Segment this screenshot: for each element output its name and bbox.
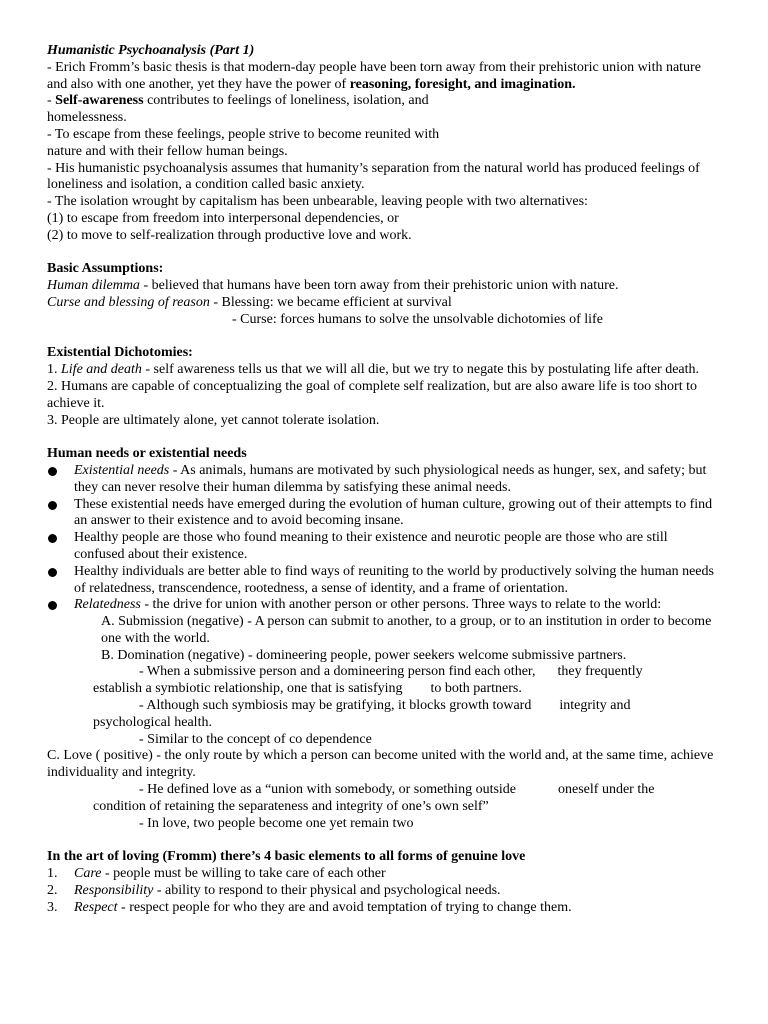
section-heading-human-needs: Human needs or existential needs [47, 446, 247, 462]
needs-bullet-list [47, 463, 718, 614]
bullet-icon [48, 534, 57, 543]
relatedness-submission: A. Submission (negative) - A person can submit to another, to a group, or to an institution in order to become one with the world. [101, 614, 712, 646]
love-elements-list [47, 866, 718, 916]
intro-paragraph-5: - The isolation wrought by capitalism has been unbearable, leaving people with two alternatives: [47, 194, 588, 210]
love-note-1: - He defined love as a “union with somebody, or something outside oneself under the condition of retaining the separateness and integrity of one’s own self” [93, 782, 655, 814]
dichotomy-item-1: 1. Life and death - self awareness tells us that we will all die, but we try to negate this by postulating life after death. [47, 362, 700, 378]
bullet-icon [48, 601, 57, 610]
basic-line-1: Human dilemma - believed that humans have been torn away from their prehistoric union with nature. [47, 278, 619, 294]
intro-alternative-2: (2) to move to self-realization through productive love and work. [47, 227, 412, 243]
list-item: Existential needs - As animals, humans are motivated by such physiological needs as hunger, sex, and safety; but they can never resolve their human dilemma by satisfying these animal needs. [47, 463, 718, 497]
bullet-icon [48, 568, 57, 577]
basic-line-3: - Curse: forces humans to solve the unsolvable dichotomies of life [232, 311, 603, 327]
list-item: Relatedness - the drive for union with another person or other persons. Three ways to relate to the world: [47, 597, 718, 614]
list-item: Healthy individuals are better able to find ways of reuniting to the world by productively solving the human needs of relatedness, transcendence, rootedness, a sense of identity, and a frame of orientation. [47, 564, 718, 598]
page-title: Humanistic Psychoanalysis (Part 1) [47, 43, 255, 58]
spacer [47, 832, 718, 849]
intro-paragraph-2: - Self-awareness contributes to feelings of loneliness, isolation, and homelessness. [47, 93, 429, 126]
dichotomy-item-2: 2. Humans are capable of conceptualizing the goal of complete self realization, but are also aware life is too short to achieve it. [47, 378, 697, 411]
list-item: 3. Respect - respect people for who they are and avoid temptation of trying to change them. [47, 899, 572, 915]
domination-note-3: - Similar to the concept of co dependence [139, 731, 372, 747]
intro-alternative-1: (1) to escape from freedom into interpersonal dependencies, or [47, 210, 399, 226]
list-item: Healthy people are those who found meaning to their existence and neurotic people are those who are still confused about their existence. [47, 530, 718, 564]
intro-paragraph-3: - To escape from these feelings, people strive to become reunited with nature and with their fellow human beings. [47, 126, 440, 159]
section-heading-art-of-loving: In the art of loving (Fromm) there’s 4 basic elements to all forms of genuine love [47, 849, 526, 865]
section-heading-basic-assumptions: Basic Assumptions: [47, 261, 164, 277]
domination-note-1: - When a submissive person and a domineering person find each other, they frequently establish a symbiotic relationship, one that is satisfying to both partners. [93, 664, 643, 697]
intro-paragraph-1: - Erich Fromm’s basic thesis is that modern-day people have been torn away from their prehistoric union with nature and also with one another, yet they have the power of reasoning, foresight, and imagination. [47, 59, 701, 92]
relatedness-domination: B. Domination (negative) - domineering people, power seekers welcome submissive partners. [101, 647, 627, 663]
section-heading-existential-dichotomies: Existential Dichotomies: [47, 345, 193, 361]
relatedness-love: C. Love ( positive) - the only route by which a person can become united with the world and, at the same time, achieve individuality and integrity. [47, 748, 714, 781]
dichotomy-item-3: 3. People are ultimately alone, yet cannot tolerate isolation. [47, 412, 380, 428]
list-item: 2. Responsibility - ability to respond to their physical and psychological needs. [47, 882, 501, 898]
spacer [47, 329, 718, 346]
bullet-icon [48, 501, 57, 510]
intro-paragraph-4: - His humanistic psychoanalysis assumes that humanity’s separation from the natural world has produced feelings of loneliness and isolation, a condition called basic anxiety. [47, 160, 700, 193]
basic-line-2: Curse and blessing of reason - Blessing: we became efficient at survival [47, 294, 452, 310]
love-note-2: - In love, two people become one yet remain two [139, 815, 414, 831]
list-item: 1. Care - people must be willing to take care of each other [47, 866, 386, 882]
spacer [47, 429, 718, 446]
domination-note-2: - Although such symbiosis may be gratifying, it blocks growth toward integrity and psychological health. [93, 698, 631, 730]
list-item: These existential needs have emerged during the evolution of human culture, growing out of their attempts to find an answer to their existence and to avoid becoming insane. [47, 497, 718, 531]
spacer [47, 245, 718, 262]
bullet-icon [48, 467, 57, 476]
